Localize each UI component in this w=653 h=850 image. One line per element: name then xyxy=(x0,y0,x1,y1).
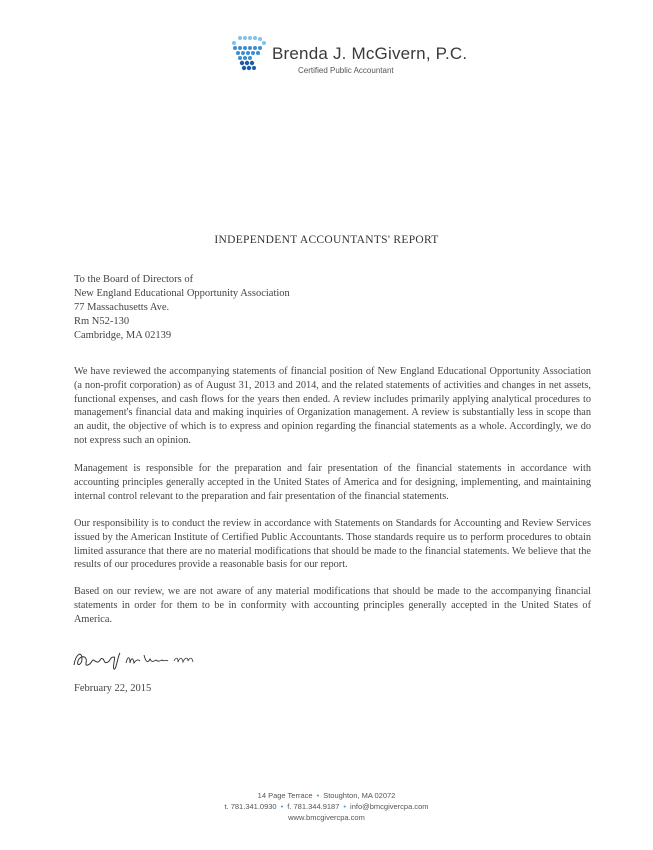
body-paragraph: We have reviewed the accompanying statements of financial position of New England Educational Opportunity Association (a non-profit corporation) as of August 31, 2013 and 2014, and the related statements of activities and changes in net assets, functional expenses, and cash flows for the years then ended. A review includes primarily applying analytical procedures to management's financial data and making inquiries of Organization management. A review is substantially less in scope than an audit, the objective of which is to express and opinion regarding the financial statements as a whole. Accordingly, we do not express such an opinion. xyxy=(74,366,591,446)
body-paragraph: Management is responsible for the preparation and fair presentation of the financial statements in accordance with accounting principles generally accepted in the United States of America and for designing, implementing, and maintaining internal control relevant to the preparation and fair presentation of the financial statements. xyxy=(74,463,591,502)
body-paragraph: Our responsibility is to conduct the review in accordance with Statements on Standards for Accounting and Review Services issued by the American Institute of Certified Public Accountants. Those standards require us to perform procedures to obtain limited assurance that there are no material modifications that should be made to the financial statements. We believe that the results of our procedures provide a reasonable basis for our report. xyxy=(74,518,591,571)
firm-name: Brenda J. McGivern, P.C. xyxy=(272,44,468,63)
bullet-separator: • xyxy=(280,802,284,811)
footer-fax: f. 781.344.9187 xyxy=(287,802,340,811)
body-paragraph: Based on our review, we are not aware of any material modifications that should be made to the accompanying financial statements in order for them to be in conformity with accounting principles generally accepted in the United States of America. xyxy=(74,586,591,625)
recipient-address xyxy=(74,273,290,343)
report-title: INDEPENDENT ACCOUNTANTS' REPORT xyxy=(214,234,439,246)
address-line: To the Board of Directors of xyxy=(74,274,194,285)
footer-city: Stoughton, MA 02072 xyxy=(323,791,396,800)
address-line: New England Educational Opportunity Association xyxy=(74,288,290,299)
footer-email[interactable]: info@bmcgivercpa.com xyxy=(350,802,429,811)
firm-subtitle: Certified Public Accountant xyxy=(298,66,394,75)
footer-street: 14 Page Terrace xyxy=(257,791,313,800)
address-line: Rm N52-130 xyxy=(74,316,130,327)
firm-logo-icon xyxy=(226,34,270,74)
footer-website-line xyxy=(0,812,653,823)
bullet-separator: • xyxy=(343,802,347,811)
footer-website[interactable]: www.bmcgivercpa.com xyxy=(288,813,365,822)
address-line: 77 Massachusetts Ave. xyxy=(74,302,170,313)
footer-phone-line xyxy=(0,801,653,812)
signature-date: February 22, 2015 xyxy=(74,683,152,694)
address-line: Cambridge, MA 02139 xyxy=(74,330,172,341)
footer-contact xyxy=(0,790,653,823)
bullet-separator: • xyxy=(316,791,320,800)
footer-tel: t. 781.341.0930 xyxy=(224,802,277,811)
footer-address-line xyxy=(0,790,653,801)
handwritten-signature xyxy=(70,645,210,675)
